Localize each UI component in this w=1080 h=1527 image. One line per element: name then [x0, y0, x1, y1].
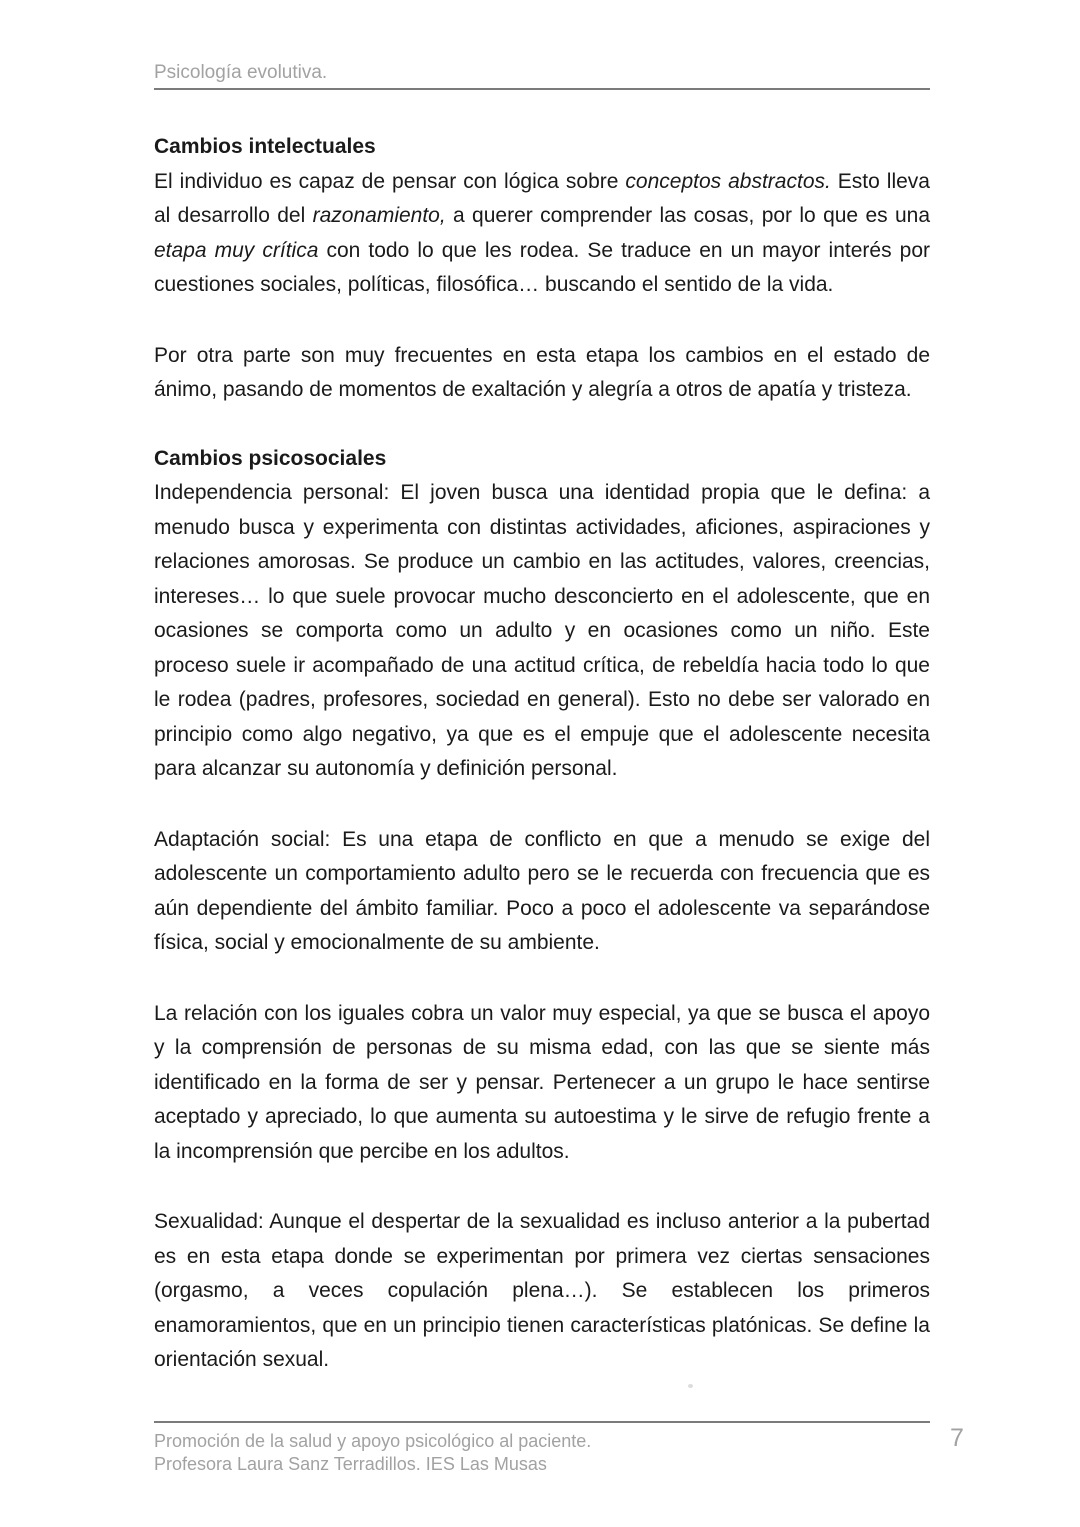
footer-author-line: Profesora Laura Sanz Terradillos. IES Las Musas	[154, 1454, 547, 1474]
document-body	[154, 90, 930, 1378]
page-number: 7	[950, 1424, 964, 1452]
page-header	[154, 62, 930, 90]
paragraph: Sexualidad: Aunque el despertar de la sexualidad es incluso anterior a la pubertad es en esta etapa donde se experimentan por primera vez ciertas sensaciones (orgasmo, a veces copulación plena…). Se establecen los primeros enamoramientos, que en un principio tienen características platónicas. Se define la orientación sexual.	[154, 1210, 930, 1371]
section-cambios-intelectuales	[154, 130, 930, 408]
stray-mark	[688, 1384, 693, 1388]
page-footer	[154, 1421, 930, 1476]
paragraph: Por otra parte son muy frecuentes en esta etapa los cambios en el estado de ánimo, pasando de momentos de exaltación y alegría a otros de apatía y tristeza.	[154, 343, 930, 401]
section-heading: Cambios psicosociales	[154, 446, 387, 470]
running-head-title: Psicología evolutiva.	[154, 62, 930, 90]
paragraph: Adaptación social: Es una etapa de conflicto en que a menudo se exige del adolescente un comportamiento adulto pero se le recuerda con frecuencia que es aún dependiente del ámbito familiar. Poco a poco el adolescente va separándose física, social y emocionalmente de su ambiente.	[154, 827, 930, 954]
paragraph: La relación con los iguales cobra un valor muy especial, ya que se busca el apoyo y la comprensión de personas de su misma edad, con las que se siente más identificado en la forma de ser y pensar. Pertenecer a un grupo le hace sentirse aceptado y apreciado, lo que aumenta su autoestima y le sirve de refugio frente a la incomprensión que percibe en los adultos.	[154, 1001, 930, 1163]
section-cambios-psicosociales	[154, 442, 930, 1378]
section-heading: Cambios intelectuales	[154, 135, 376, 158]
footer-course-title: Promoción de la salud y apoyo psicológico al paciente.	[154, 1431, 592, 1451]
paragraph: El individuo es capaz de pensar con lógica sobre conceptos abstractos. Esto lleva al desarrollo del razonamiento, a querer comprender las cosas, por lo que es una etapa muy crítica con todo lo que les rodea. Se traduce en un mayor interés por cuestiones sociales, políticas, filosófica… buscando el sentido de la vida.	[154, 169, 930, 296]
page-content	[154, 0, 930, 1378]
paragraph: Independencia personal: El joven busca una identidad propia que le defina: a menudo busca y experimenta con distintas actividades, aficiones, aspiraciones y relaciones amorosas. Se produce un cambio en las actitudes, valores, creencias, intereses… lo que suele provocar mucho desconcierto en el adolescente, que en ocasiones se comporta como un adulto y en ocasiones como un niño. Este proceso suele ir acompañado de una actitud crítica, de rebeldía hacia todo lo que le rodea (padres, profesores, sociedad en general). Esto no debe ser valorado en principio como algo negativo, ya que es el empuje que el adolescente necesita para alcanzar su autonomía y definición personal.	[154, 481, 930, 780]
